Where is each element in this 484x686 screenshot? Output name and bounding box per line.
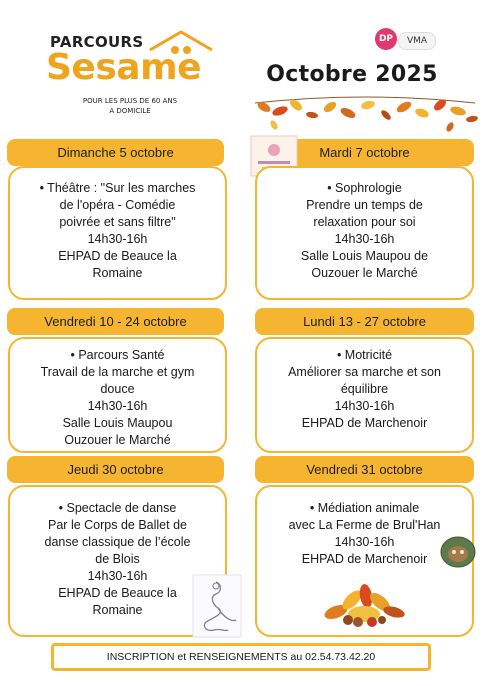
event-place: Ouzouer le Marché xyxy=(64,433,171,447)
event-line: • Parcours Santé xyxy=(70,348,165,362)
event-place: Salle Louis Maupou de xyxy=(300,249,429,263)
event-line: danse classique de l’école xyxy=(44,535,191,549)
event-place: Romaine xyxy=(92,266,143,280)
event-time: 14h30-16h xyxy=(334,399,395,413)
event-place: EHPAD de Beauce la xyxy=(58,249,177,263)
event-line: Prendre un temps de xyxy=(306,198,423,212)
logo-title-main: Sesame xyxy=(46,47,201,88)
event-place: Ouzouer le Marché xyxy=(311,266,418,280)
event-line: • Spectacle de danse xyxy=(58,501,177,515)
event-time: 14h30-16h xyxy=(334,232,395,246)
event-line: de Blois xyxy=(95,552,140,566)
event-place: EHPAD de Beauce la xyxy=(58,586,177,600)
event-place: EHPAD de Marchenoir xyxy=(301,552,428,566)
logo-title-top: PARCOURS xyxy=(50,33,144,51)
event-line: • Sophrologie xyxy=(327,181,402,195)
logo-tagline xyxy=(50,96,210,116)
event-line: • Motricité xyxy=(336,348,393,362)
event-description xyxy=(12,347,223,449)
dancer-sketch-icon xyxy=(192,574,242,638)
event-line: relaxation pour soi xyxy=(313,215,416,229)
event-description xyxy=(259,500,470,568)
event-time: 14h30-16h xyxy=(334,535,395,549)
event-description xyxy=(259,180,470,282)
tagline-line-2: A DOMICILE xyxy=(109,107,151,115)
event-date-header: Dimanche 5 octobre xyxy=(7,139,224,166)
partner-badge-vma: VMA xyxy=(398,32,436,50)
tagline-line-1: POUR LES PLUS DE 60 ANS xyxy=(82,97,178,105)
event-date-header: Jeudi 30 octobre xyxy=(7,456,224,483)
event-line: de l'opéra - Comédie xyxy=(59,198,176,212)
event-line: douce xyxy=(100,382,135,396)
event-description xyxy=(12,180,223,282)
event-date-header: Lundi 13 - 27 octobre xyxy=(255,308,474,335)
event-time: 14h30-16h xyxy=(87,232,148,246)
event-line: avec La Ferme de Brul'Han xyxy=(288,518,441,532)
event-line: Travail de la marche et gym xyxy=(40,365,195,379)
event-place: Romaine xyxy=(92,603,143,617)
registration-info: INSCRIPTION et RENSEIGNEMENTS au 02.54.73.42.20 xyxy=(51,643,431,671)
autumn-leaves-garland-icon xyxy=(250,85,480,135)
event-line: équilibre xyxy=(340,382,389,396)
event-place: EHPAD de Marchenoir xyxy=(301,416,428,430)
event-description xyxy=(259,347,470,432)
partner-badge-dp: DP xyxy=(375,28,397,50)
event-date-header: Mardi 7 octobre xyxy=(255,139,474,166)
event-place: Salle Louis Maupou xyxy=(62,416,173,430)
event-line: Par le Corps de Ballet de xyxy=(48,518,187,532)
event-date-header: Vendredi 10 - 24 octobre xyxy=(7,308,224,335)
farm-badge-icon xyxy=(440,536,476,568)
month-title: Octobre 2025 xyxy=(266,62,438,87)
event-time: 14h30-16h xyxy=(87,569,148,583)
event-line: • Médiation animale xyxy=(309,501,420,515)
event-line: Améliorer sa marche et son xyxy=(288,365,441,379)
event-line: • Théâtre : "Sur les marches xyxy=(39,181,196,195)
event-time: 14h30-16h xyxy=(87,399,148,413)
event-line: poivrée et sans filtre" xyxy=(59,215,176,229)
event-date-header: Vendredi 31 octobre xyxy=(255,456,474,483)
autumn-leaves-bouquet-icon xyxy=(322,582,406,630)
